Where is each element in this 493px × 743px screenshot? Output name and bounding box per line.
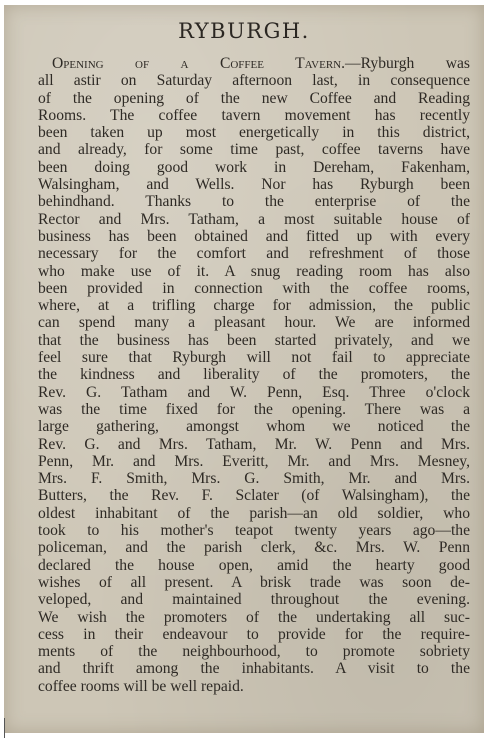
article-line: ments of the neighbourhood, to promote sobriety (38, 643, 470, 661)
newspaper-clipping (4, 5, 484, 733)
article-line: policeman, and the parish clerk, &c. Mrs. W. Penn (38, 539, 470, 557)
article-line: declared the house open, amid the hearty good (38, 556, 470, 574)
article-body (38, 55, 470, 695)
article-line: behindhand. Thanks to the enterprise of the (38, 193, 470, 211)
article-line: that the business has been started privately, and we (38, 331, 470, 349)
article-line: been provided in connection with the coffee rooms, (38, 279, 470, 297)
article-line: where, at a trifling charge for admission, the public (38, 297, 470, 315)
article-line: large gathering, amongst whom we noticed the (38, 418, 470, 436)
article-line: Rev. G. and Mrs. Tatham, Mr. W. Penn and Mrs. (38, 435, 470, 453)
article-line: Rev. G. Tatham and W. Penn, Esq. Three o'clock (38, 383, 470, 401)
scan-edge-mark (4, 718, 5, 738)
article-line: Rooms. The coffee tavern movement has recently (38, 106, 470, 124)
article-line: took to his mother's teapot twenty years ago—the (38, 522, 470, 540)
article-line: feel sure that Ryburgh will not fail to appreciate (38, 349, 470, 367)
article-line: who make use of it. A snug reading room has also (38, 262, 470, 280)
article-line: Rector and Mrs. Tatham, a most suitable house of (38, 210, 470, 228)
article-line: Walsingham, and Wells. Nor has Ryburgh been (38, 176, 470, 194)
article-line: We wish the promoters of the undertaking all suc- (38, 608, 470, 626)
article-line: and thrift among the inhabitants. A visit to the (38, 660, 470, 678)
article-line: been doing good work in Dereham, Fakenham, (38, 158, 470, 176)
article-line-text: —Ryburgh was (345, 55, 470, 72)
article-line: business has been obtained and fitted up with every (38, 227, 470, 245)
article-line: oldest inhabitant of the parish—an old soldier, who (38, 504, 470, 522)
article-lead-title: Opening of a Coffee Tavern. (52, 55, 346, 72)
article-line: coffee rooms will be well repaid. (38, 677, 244, 695)
article-line: and already, for some time past, coffee taverns have (38, 141, 470, 159)
article-line: cess in their endeavour to provide for the require- (38, 625, 470, 643)
article-line: Butters, the Rev. F. Sclater (of Walsingham), the (38, 487, 470, 505)
article-headline: RYBURGH. (178, 19, 310, 43)
article-line: wishes of all present. A brisk trade was soon de- (38, 573, 470, 591)
article-line: the kindness and liberality of the promoters, the (38, 366, 470, 384)
article-line: was the time fixed for the opening. There was a (38, 400, 470, 418)
article-line: can spend many a pleasant hour. We are informed (38, 314, 470, 332)
article-line: been taken up most energetically in this district, (38, 124, 470, 142)
article-line: necessary for the comfort and refreshment of those (38, 245, 470, 263)
article-line: Mrs. F. Smith, Mrs. G. Smith, Mr. and Mrs. (38, 470, 470, 488)
article-line: all astir on Saturday afternoon last, in consequence (38, 72, 470, 90)
article-line: of the opening of the new Coffee and Reading (38, 89, 470, 107)
article-line: Penn, Mr. and Mrs. Everitt, Mr. and Mrs. Mesney, (38, 452, 470, 470)
article-line: veloped, and maintained throughout the evening. (38, 591, 470, 609)
article-line (38, 55, 470, 72)
